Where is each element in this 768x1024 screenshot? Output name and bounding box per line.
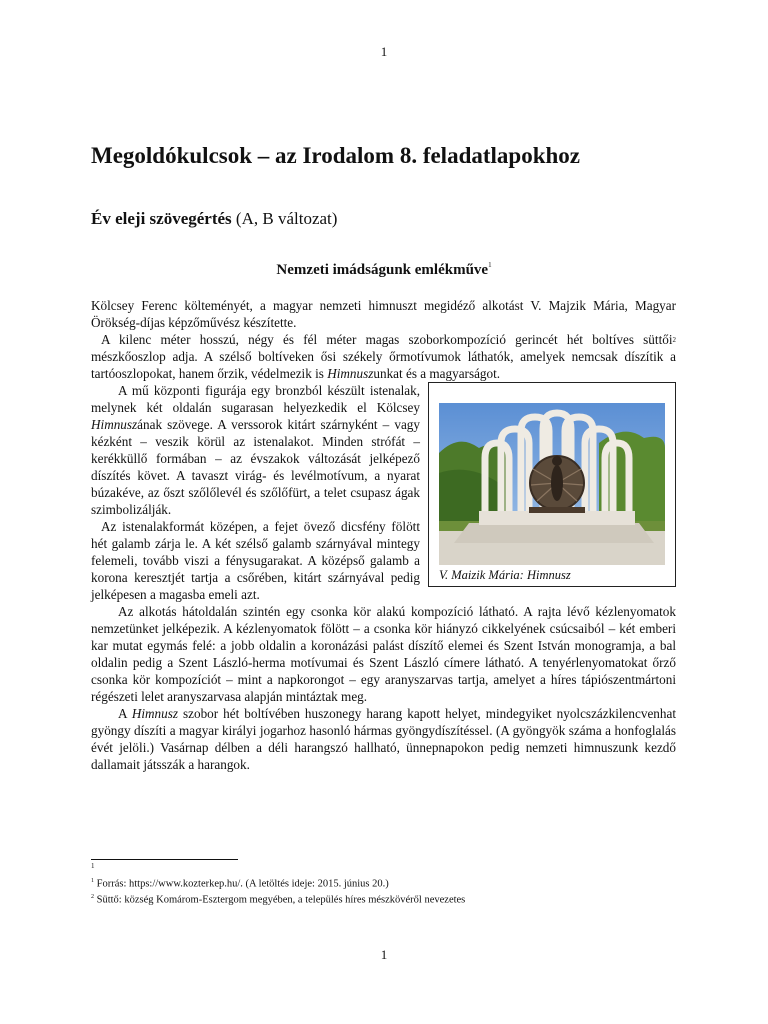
paragraph-2-part-b: mészkőoszlop adja. A szélső boltíveken ősi székely őrmotívumok láthatók, amelyek nemcsak díszítik a tartóoszlopokat, hanem őrzik, védelmezik is	[91, 349, 676, 381]
paragraph-6-rest: szobor hét boltívében huszonegy harang kapott helyet, mindegyiket nyolcszázkilencvenhat gyöngy díszíti a magyar királyi jogarhoz hasonló hármas gyöngydíszítéssel. (A gyöngyök száma a honfoglalás évét jelöli.) Vasárnap délben a déli harangszó hallható, ünnepnapokon pedig nemzeti himnuszunk kezdő dallamait játsszák a harangok.	[91, 706, 676, 772]
article-title	[0, 262, 768, 279]
paragraph-6	[91, 705, 676, 773]
footnote-2-mark: 2	[91, 894, 94, 900]
paragraph-3-italic: Himnusz	[91, 417, 138, 432]
paragraph-4: Az istenalakformát középen, a fejet övező dicsfény fölött hét galamb zárja le. A két szélső galamb szárnyával mintegy felemeli, tovább viszi a fénysugarakat. A középső galamb a korona keresztjét tartja a csőrében, kitárt szárnyával pedig jelképesen a magasba emeli azt.	[91, 519, 420, 602]
page-number-bottom: 1	[380, 947, 388, 962]
footnote-1-mark: 1	[91, 862, 95, 870]
section-subtitle	[91, 209, 337, 229]
subtitle-rest: (A, B változat)	[231, 209, 338, 228]
subtitle-bold: Év eleji szövegértés	[91, 209, 232, 228]
page-number-top: 1	[380, 44, 388, 59]
paragraph-3-part-a: A mű központi figurája egy bronzból készült istenalak, melynek két oldalán sugarasan helyezkedik el Kölcsey	[91, 383, 420, 415]
paragraph-5: Az alkotás hátoldalán szintén egy csonka kör alakú kompozíció látható. A rajta lévő kézlenyomatok nemzetünket jelképezik. A kézlenyomatok fölött – a csonka kör hiányzó cikkelyének csúcsaiból – két emberi kar mutat egymás felé: a jobb oldalin a koronázási palást díszítő elemei és Szent István monogramja, a bal oldalin pedig a Szent László-herma motívumai és Szent László címere látható. A tenyérlenyomatokat őrző csonka kör kompozíciót – mint a napkorongot – egy aranyszarvas tartja, amelyet a híres tápiószentmártoni régészeti lelet aranyszarvasa alapján mintáztak meg.	[91, 604, 676, 704]
monument-photo-figure	[428, 382, 676, 587]
monument-photo	[439, 403, 665, 565]
footnote-source	[91, 878, 389, 890]
paragraph-2-part-c: unkat és a magyarságot.	[373, 366, 501, 381]
footnote-2-text: Süttő: község Komárom-Esztergom megyében, a település híres mészkövéről nevezetes	[94, 894, 466, 906]
article-title-footnote-mark: 1	[488, 261, 492, 269]
footnote-suttő	[91, 894, 465, 906]
footnote-source-mark: 1	[91, 878, 94, 884]
paragraph-6-italic: Himnusz	[131, 706, 178, 721]
article-title-text: Nemzeti imádságunk emlékműve	[276, 262, 489, 278]
footnote-source-text: Forrás: https://www.kozterkep.hu/. (A letöltés ideje: 2015. június 20.)	[94, 878, 389, 890]
paragraph-3-part-b: ának szövege. A verssorok kitárt szárnyként – vagy kézként – veszik körül az istenalakot. Minden strófát – kerékküllő formában – az évszakok változását jelképező díszítés követ. A tavaszt virág- és levélmotívum, a nyarat búzakéve, az őszt szőlőlevél és szőlőfürt, a telet csupasz ágak szimbolizálják.	[91, 417, 420, 517]
document-title: Megoldókulcsok – az Irodalom 8. feladatlapokhoz	[91, 143, 580, 168]
paragraph-2-italic: Himnusz	[327, 366, 374, 381]
article-body	[91, 297, 676, 773]
paragraph-1: Kölcsey Ferenc költeményét, a magyar nemzeti himnuszt megidéző alkotást V. Majzik Mária, Magyar Örökség-díjas képzőművész készítette.	[91, 298, 676, 330]
footnote-mark-2: 2	[672, 336, 676, 344]
footnote-separator	[91, 859, 238, 860]
paragraph-2-part-a: A kilenc méter hosszú, négy és fél méter magas szoborkompozíció gerincét hét boltíves süttői	[101, 332, 673, 347]
paragraph-6-prefix: A	[118, 706, 132, 721]
paragraph-2	[91, 331, 676, 382]
figure-caption: V. Maizik Mária: Himnusz	[439, 568, 571, 582]
